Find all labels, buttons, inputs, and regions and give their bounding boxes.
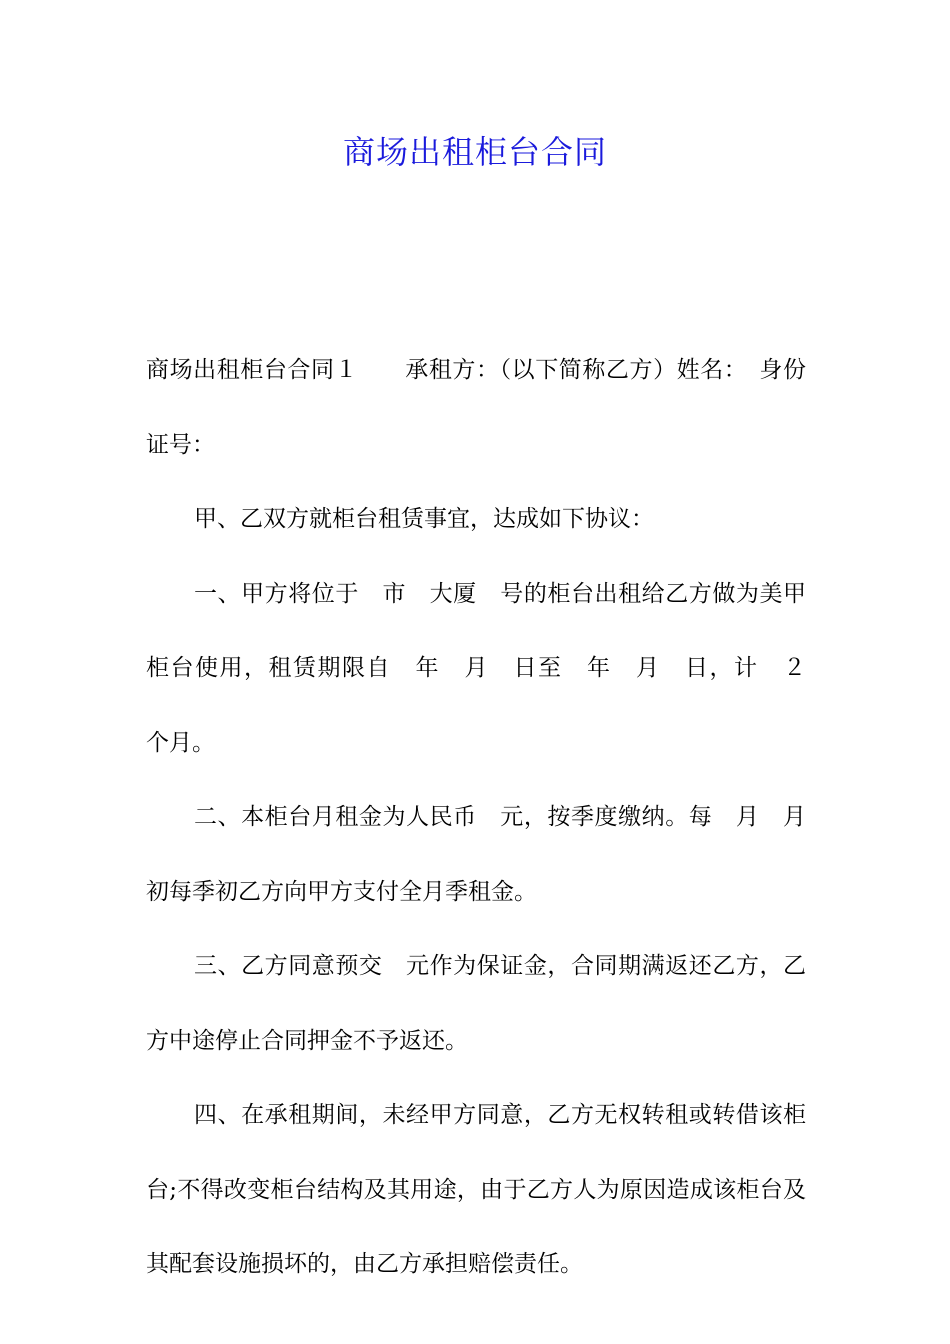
paragraph-clause-4: 四、在承租期间，未经甲方同意，乙方无权转租或转借该柜台;不得改变柜台结构及其用途，由于乙方人为原因造成该柜台及其配套设施损坏的，由乙方承担赔偿责任。 xyxy=(146,1102,806,1277)
paragraph-clause-3: 三、乙方同意预交 元作为保证金，合同期满返还乙方，乙方中途停止合同押金不予返还。 xyxy=(146,953,806,1054)
paragraph-clause-1: 一、甲方将位于 市 大厦 号的柜台出租给乙方做为美甲柜台使用，租赁期限自 年 月 日至 年 月 日，计 ２ 个月。 xyxy=(146,580,829,756)
document-body xyxy=(146,333,829,1302)
paragraph-clause-2: 二、本柜台月租金为人民币 元，按季度缴纳。每 月 月初每季初乙方向甲方支付全月季租金。 xyxy=(146,804,806,905)
document-title: 商场出租柜台合同 xyxy=(342,133,607,171)
paragraph-intro: 甲、乙双方就柜台租赁事宜，达成如下协议： xyxy=(194,506,654,532)
paragraph-header: 商场出租柜台合同１ 承租方：（以下简称乙方）姓名： 身份证号： xyxy=(146,357,806,458)
